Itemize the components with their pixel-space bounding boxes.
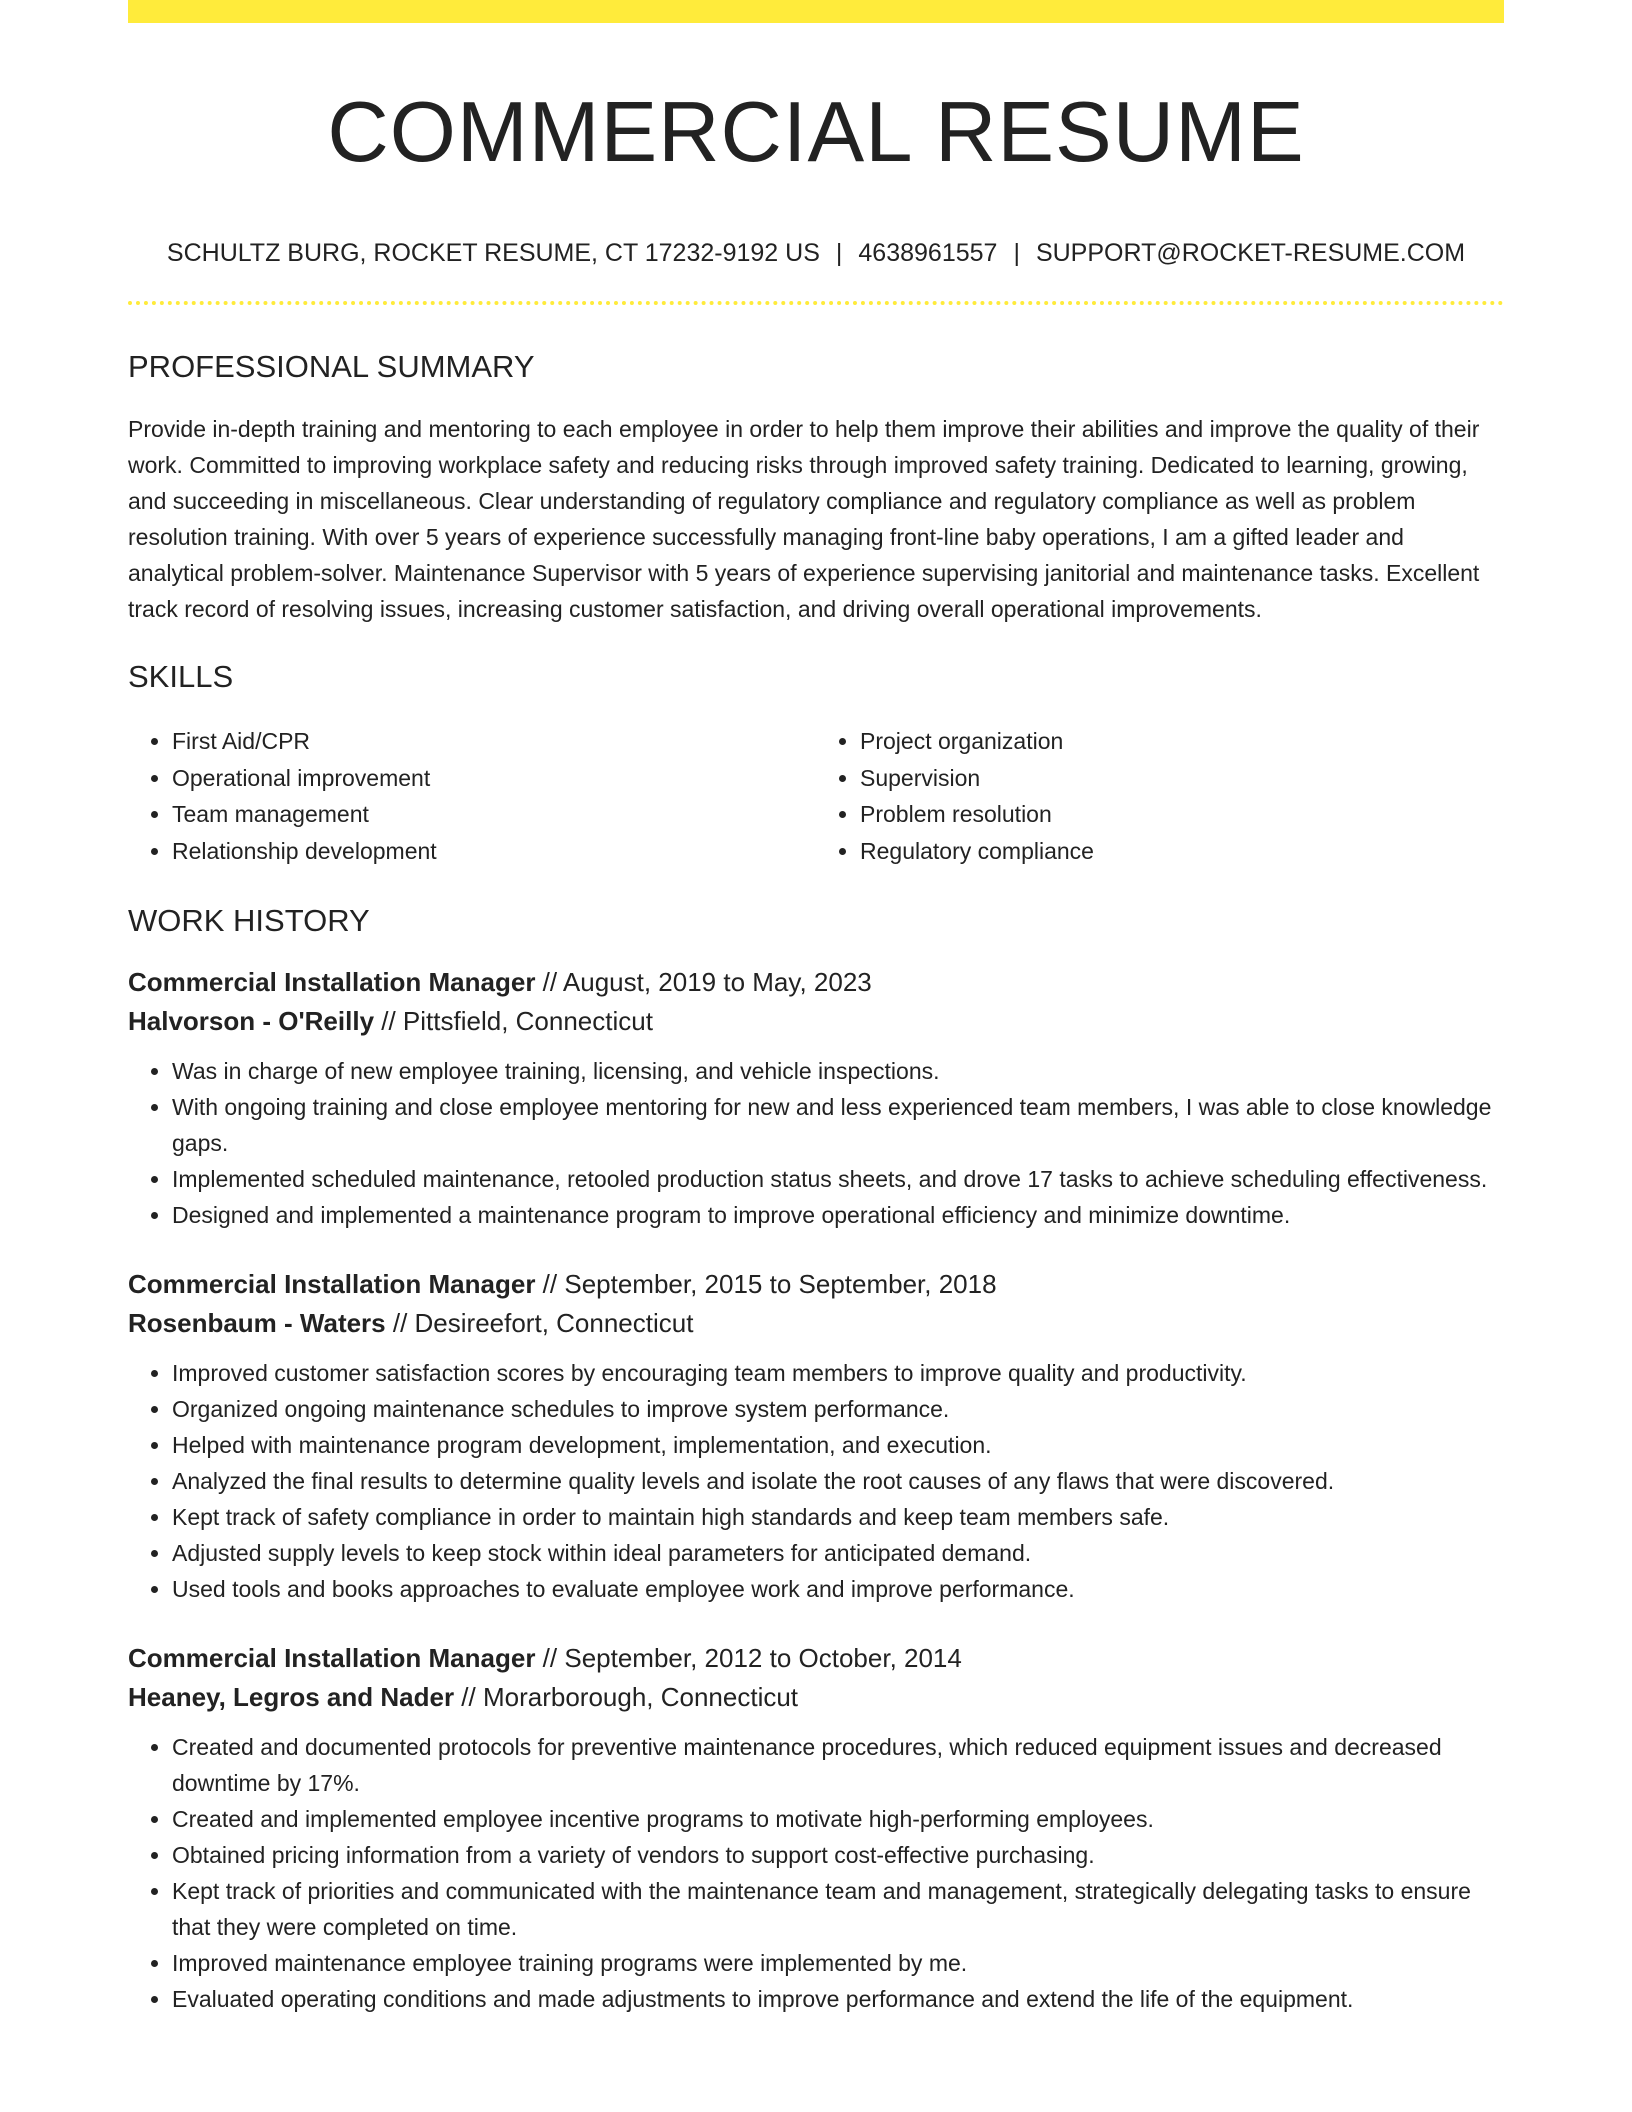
job-dates: // September, 2012 to October, 2014 xyxy=(535,1643,962,1673)
job-bullet: • Evaluated operating conditions and made adjustments to improve performance and extend the life of the equipment. xyxy=(172,1981,1504,2017)
skill-item: • Project organization xyxy=(860,723,1504,760)
job-title-line xyxy=(128,1265,1504,1304)
job-bullet: • Created and documented protocols for preventive maintenance procedures, which reduced equipment issues and decreased downtime by 17%. xyxy=(172,1729,1504,1801)
job-location: // Pittsfield, Connecticut xyxy=(374,1006,653,1036)
job-dates: // September, 2015 to September, 2018 xyxy=(535,1269,997,1299)
job-title-line xyxy=(128,963,1504,1002)
skill-item: • First Aid/CPR xyxy=(172,723,816,760)
job-entry xyxy=(128,1265,1504,1607)
job-dates: // August, 2019 to May, 2023 xyxy=(535,967,872,997)
job-company: Rosenbaum - Waters xyxy=(128,1308,386,1338)
job-bullet: • Kept track of priorities and communicated with the maintenance team and management, strategically delegating tasks to ensure that they were completed on time. xyxy=(172,1873,1504,1945)
job-title: Commercial Installation Manager xyxy=(128,1643,536,1673)
job-bullet: • With ongoing training and close employee mentoring for new and less experienced team members, I was able to close knowledge gaps. xyxy=(172,1089,1504,1161)
job-bullet: • Improved customer satisfaction scores by encouraging team members to improve quality and productivity. xyxy=(172,1355,1504,1391)
job-bullet: • Organized ongoing maintenance schedules to improve system performance. xyxy=(172,1391,1504,1427)
job-bullets xyxy=(128,1355,1504,1607)
resume-title: COMMERCIAL RESUME xyxy=(327,85,1305,180)
contact-line xyxy=(128,235,1504,271)
job-title: Commercial Installation Manager xyxy=(128,1269,536,1299)
job-bullet: • Used tools and books approaches to evaluate employee work and improve performance. xyxy=(172,1571,1504,1607)
job-bullets xyxy=(128,1053,1504,1233)
job-bullet: • Implemented scheduled maintenance, retooled production status sheets, and drove 17 tasks to achieve scheduling effectiveness. xyxy=(172,1161,1504,1197)
job-location: // Desireefort, Connecticut xyxy=(385,1308,694,1338)
skills-column-right xyxy=(816,723,1504,869)
skills-grid xyxy=(128,723,1504,869)
skills-heading: SKILLS xyxy=(128,659,234,694)
job-bullet: • Helped with maintenance program development, implementation, and execution. xyxy=(172,1427,1504,1463)
job-bullet: • Kept track of safety compliance in order to maintain high standards and keep team members safe. xyxy=(172,1499,1504,1535)
contact-address: SCHULTZ BURG, ROCKET RESUME, CT 17232-9192 US xyxy=(166,239,820,267)
job-company: Heaney, Legros and Nader xyxy=(128,1682,455,1712)
job-entry xyxy=(128,1639,1504,2017)
job-location: // Morarborough, Connecticut xyxy=(454,1682,799,1712)
contact-phone: 4638961557 xyxy=(858,239,998,267)
skill-item: • Supervision xyxy=(860,760,1504,797)
job-bullet: • Obtained pricing information from a variety of vendors to support cost-effective purchasing. xyxy=(172,1837,1504,1873)
work-history-heading: WORK HISTORY xyxy=(128,903,370,938)
skill-item: • Operational improvement xyxy=(172,760,816,797)
job-company-line xyxy=(128,1304,1504,1343)
dotted-divider xyxy=(128,301,1504,305)
job-bullet: • Was in charge of new employee training, licensing, and vehicle inspections. xyxy=(172,1053,1504,1089)
job-bullet: • Designed and implemented a maintenance program to improve operational efficiency and minimize downtime. xyxy=(172,1197,1504,1233)
job-bullets xyxy=(128,1729,1504,2017)
job-title-line xyxy=(128,1639,1504,1678)
contact-separator: | xyxy=(835,239,843,267)
job-bullet: • Created and implemented employee incentive programs to motivate high-performing employees. xyxy=(172,1801,1504,1837)
job-entry xyxy=(128,963,1504,1233)
skill-item: • Problem resolution xyxy=(860,796,1504,833)
contact-separator: | xyxy=(1013,239,1020,267)
accent-top-bar xyxy=(128,0,1504,23)
skill-item: • Team management xyxy=(172,796,816,833)
skills-column-left xyxy=(128,723,816,869)
job-bullet: • Adjusted supply levels to keep stock within ideal parameters for anticipated demand. xyxy=(172,1535,1504,1571)
skill-item: • Relationship development xyxy=(172,833,816,870)
job-bullet: • Improved maintenance employee training programs were implemented by me. xyxy=(172,1945,1504,1981)
summary-text: Provide in-depth training and mentoring to each employee in order to help them improve their abilities and improve the quality of their work. Committed to improving workplace safety and reducing risks through improved safety training. Dedicated to learning, growing, and succeeding in miscellaneous. Clear understanding of regulatory compliance and regulatory compliance as well as problem resolution training. With over 5 years of experience successfully managing front-line baby operations, I am a gifted leader and analytical problem-solver. Maintenance Supervisor with 5 years of experience supervising janitorial and maintenance tasks. Excellent track record of resolving issues, increasing customer satisfaction, and driving overall operational improvements. xyxy=(128,416,1480,622)
job-bullet: • Analyzed the final results to determine quality levels and isolate the root causes of any flaws that were discovered. xyxy=(172,1463,1504,1499)
job-title: Commercial Installation Manager xyxy=(128,967,536,997)
contact-email: SUPPORT@ROCKET-RESUME.COM xyxy=(1035,239,1466,267)
job-company-line xyxy=(128,1678,1504,1717)
resume-page xyxy=(128,0,1504,2017)
job-company-line xyxy=(128,1002,1504,1041)
summary-heading: PROFESSIONAL SUMMARY xyxy=(128,349,535,384)
job-company: Halvorson - O'Reilly xyxy=(128,1006,375,1036)
skill-item: • Regulatory compliance xyxy=(860,833,1504,870)
